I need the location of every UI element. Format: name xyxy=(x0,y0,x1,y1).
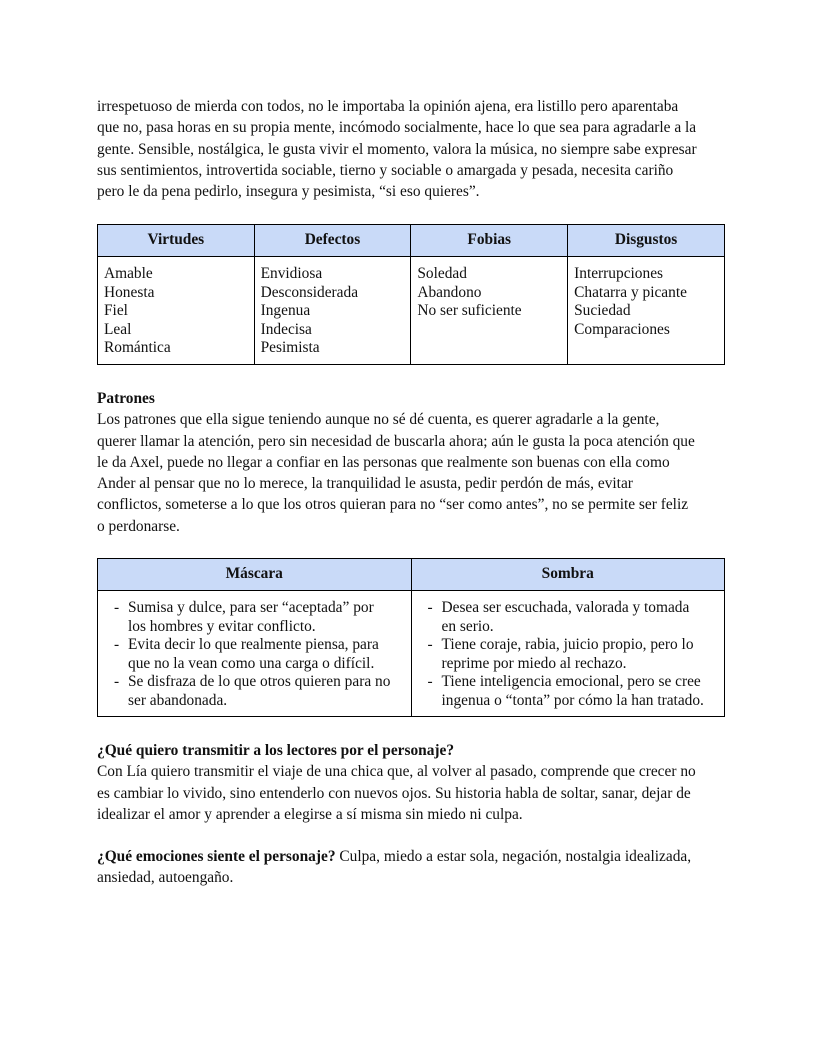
mask-shadow-table xyxy=(97,558,725,717)
list-item: Envidiosa xyxy=(260,265,323,282)
section-heading: ¿Qué quiero transmitir a los lectores por el personaje? xyxy=(97,742,455,759)
item-text: ingenua o “tonta” por cómo la han tratado. xyxy=(441,691,704,709)
list-item: Interrupciones xyxy=(574,265,664,282)
header-fobias: Fobias xyxy=(411,225,568,257)
list-item: Pesimista xyxy=(260,339,320,356)
list-item xyxy=(104,599,405,636)
defectos-cell xyxy=(254,257,411,365)
list-item: Fiel xyxy=(104,302,128,319)
shadow-list xyxy=(418,599,719,710)
mask-cell xyxy=(98,591,412,717)
list-item: Chatarra y picante xyxy=(574,283,687,301)
item-text: - Tiene inteligencia emocional, pero se cree xyxy=(441,673,701,690)
item-text: - Se disfraza de lo que otros quieren para no xyxy=(128,673,391,690)
table-header-row xyxy=(98,559,725,591)
text-line: gente. Sensible, nostálgica, le gusta vivir el momento, valora la música, no siempre sabe expresar xyxy=(97,140,697,158)
text-line: ansiedad, autoengaño. xyxy=(97,869,234,887)
section-heading: ¿Qué emociones siente el personaje? xyxy=(97,848,336,865)
shadow-cell xyxy=(411,591,725,717)
header-virtudes: Virtudes xyxy=(98,225,255,257)
item-text: los hombres y evitar conflicto. xyxy=(128,617,316,635)
text-line: pero le da pena pedirlo, insegura y pesimista, “si eso quieres”. xyxy=(97,183,480,201)
list-item: Desconsiderada xyxy=(260,283,359,301)
list-item: No ser suficiente xyxy=(417,302,522,319)
item-text: en serio. xyxy=(441,617,494,635)
text-line: es cambiar lo vivido, sino entenderlo con nuevos ojos. Su historia habla de soltar, sanar, dejar de xyxy=(97,784,691,802)
table-row xyxy=(98,591,725,717)
header-sombra: Sombra xyxy=(411,559,725,591)
transmit-section xyxy=(97,740,727,825)
table-header-row xyxy=(98,225,725,257)
list-item: Honesta xyxy=(104,283,155,301)
text-line: que no, pasa horas en su propia mente, incómodo socialmente, hace lo que sea para agradarle a la xyxy=(97,119,697,137)
text-line: o perdonarse. xyxy=(97,517,180,535)
patterns-section xyxy=(97,388,727,537)
text-line: sus sentimientos, introvertida sociable, tierno y sociable o amargada y pesada, necesita cariño xyxy=(97,161,674,179)
header-mascara: Máscara xyxy=(98,559,412,591)
mask-list xyxy=(104,599,405,710)
list-item: Indecisa xyxy=(260,320,312,338)
list-item: Ingenua xyxy=(260,302,311,319)
list-item: Comparaciones xyxy=(574,320,670,338)
list-item: Leal xyxy=(104,320,132,338)
intro-paragraph xyxy=(97,96,727,202)
item-text: - Desea ser escuchada, valorada y tomada xyxy=(441,599,690,616)
list-item: Soledad xyxy=(417,265,467,282)
text-line: querer llamar la atención, pero sin necesidad de buscarla ahora; aún le gusta la poca atención que xyxy=(97,432,695,450)
item-text: - Tiene coraje, rabia, juicio propio, pero lo xyxy=(441,636,694,653)
emotions-section xyxy=(97,846,727,889)
text-line: Ander al pensar que no lo merece, la tranquilidad le asusta, pedir perdón de más, evitar xyxy=(97,475,633,493)
section-heading: Patrones xyxy=(97,390,155,407)
virtudes-cell xyxy=(98,257,255,365)
list-item: Suciedad xyxy=(574,302,631,319)
header-disgustos: Disgustos xyxy=(568,225,725,257)
list-item xyxy=(104,673,405,710)
item-text: ser abandonada. xyxy=(128,691,228,709)
text-line: Con Lía quiero transmitir el viaje de una chica que, al volver al pasado, comprende que crecer no xyxy=(97,763,696,781)
item-text: - Evita decir lo que realmente piensa, para xyxy=(128,636,379,653)
text-line: idealizar el amor y aprender a elegirse a sí misma sin miedo ni culpa. xyxy=(97,805,523,823)
list-item xyxy=(418,636,719,673)
traits-table xyxy=(97,224,725,365)
list-item: Abandono xyxy=(417,283,482,301)
emotions-text: Culpa, miedo a estar sola, negación, nostalgia idealizada, xyxy=(335,848,692,865)
fobias-cell xyxy=(411,257,568,365)
text-line: Los patrones que ella sigue teniendo aunque no sé dé cuenta, es querer agradarle a la gente, xyxy=(97,411,660,429)
text-line: irrespetuoso de mierda con todos, no le importaba la opinión ajena, era listillo pero aparentaba xyxy=(97,98,679,115)
disgustos-cell xyxy=(568,257,725,365)
list-item xyxy=(418,599,719,636)
list-item: Romántica xyxy=(104,339,171,356)
list-item xyxy=(418,673,719,710)
list-item: Amable xyxy=(104,265,153,282)
item-text: reprime por miedo al rechazo. xyxy=(441,654,627,672)
header-defectos: Defectos xyxy=(254,225,411,257)
list-item xyxy=(104,636,405,673)
item-text: - Sumisa y dulce, para ser “aceptada” por xyxy=(128,599,374,616)
text-line: conflictos, someterse a lo que los otros quieran para no “ser como antes”, no se permite ser feliz xyxy=(97,496,689,514)
text-line xyxy=(97,846,727,867)
item-text: que no la vean como una carga o difícil. xyxy=(128,654,375,672)
table-row xyxy=(98,257,725,365)
text-line: le da Axel, puede no llegar a confiar en las personas que realmente son buenas con ella como xyxy=(97,453,670,471)
